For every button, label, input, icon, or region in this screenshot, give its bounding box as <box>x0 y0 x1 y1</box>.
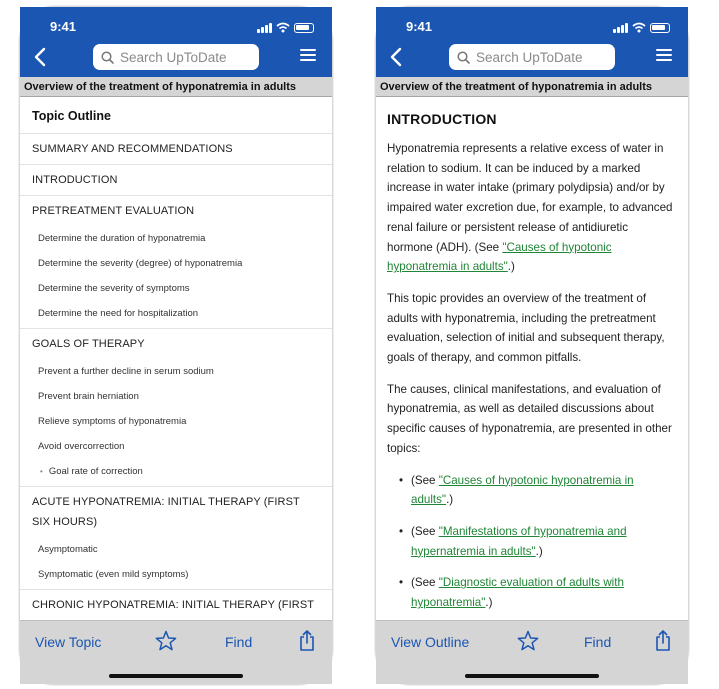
status-bar <box>20 19 332 37</box>
home-indicator <box>465 674 599 678</box>
bullet-prefix: (See <box>411 576 439 590</box>
article-paragraph: The causes, clinical manifestations, and evaluation of hyponatremia, as well as detailed discussions about specific causes of hyponatremia, are presented in other topics: <box>387 382 672 455</box>
status-time: 9:41 <box>50 19 77 34</box>
wifi-icon <box>632 22 646 33</box>
signal-icon <box>257 23 272 33</box>
battery-icon <box>650 23 670 33</box>
outline-subitem[interactable]: Avoid overcorrection <box>38 441 125 452</box>
causes-link[interactable]: "Causes of hypotonic hyponatremia in adults" <box>387 240 612 274</box>
paragraph-text: Hyponatremia represents a relative excess of water in relation to sodium. It can be induced by a marked increase in water intake (primary polydipsia) and/or by impaired water excretion due, for example, to advanced renal failure or persistent release of antidiuretic hormone (ADH). (See <box>387 142 673 254</box>
article-paragraph: This topic provides an overview of the treatment of adults with hyponatremia, including the pretreatment evaluation, selection of initial and subsequent therapy, goals of therapy, and common pitfalls. <box>387 291 665 365</box>
outline-group <box>20 329 332 487</box>
outline-subitem[interactable]: Prevent brain herniation <box>38 391 139 402</box>
list-item <box>387 471 676 510</box>
phone-outline-screen <box>19 6 333 685</box>
status-icons <box>613 22 670 33</box>
outline-heading: Topic Outline <box>20 97 332 134</box>
topic-outline <box>20 97 332 620</box>
related-topic-link[interactable]: "Causes of hypotonic hyponatremia in adults" <box>411 473 634 507</box>
star-icon[interactable] <box>154 629 178 653</box>
outline-subitem[interactable]: Determine the need for hospitalization <box>38 308 199 319</box>
menu-icon[interactable] <box>300 49 316 63</box>
back-chevron-icon[interactable] <box>386 45 408 69</box>
outline-subsubitem[interactable]: • Goal rate of correction <box>20 459 332 484</box>
outline-subitem[interactable]: Prevent a further decline in serum sodium <box>38 366 214 377</box>
back-chevron-icon[interactable] <box>30 45 52 69</box>
status-icons <box>257 22 314 33</box>
search-input[interactable] <box>476 50 606 65</box>
phone-article-screen <box>375 6 689 685</box>
star-icon[interactable] <box>516 629 540 653</box>
view-topic-button[interactable]: View Topic <box>35 634 102 650</box>
search-icon <box>101 51 114 64</box>
outline-section[interactable]: SUMMARY AND RECOMMENDATIONS <box>20 134 332 165</box>
outline-subitem[interactable]: Symptomatic (even mild symptoms) <box>38 569 189 580</box>
home-indicator <box>109 674 243 678</box>
bullet-prefix: (See <box>411 524 439 538</box>
status-time: 9:41 <box>406 19 433 34</box>
list-item <box>387 573 676 612</box>
status-bar <box>376 19 688 37</box>
outline-subitem[interactable]: Determine the severity (degree) of hyponatremia <box>38 258 243 269</box>
outline-section[interactable]: GOALS OF THERAPY <box>32 338 145 350</box>
topic-title: Overview of the treatment of hyponatremia in adults <box>376 77 688 97</box>
paragraph-text: .) <box>507 260 515 274</box>
article-body <box>376 97 688 620</box>
search-input[interactable] <box>120 50 250 65</box>
outline-subitem[interactable]: Asymptomatic <box>38 544 98 555</box>
article-heading: INTRODUCTION <box>387 111 497 127</box>
related-topics-list <box>387 471 676 613</box>
nav-row <box>20 43 332 71</box>
bullet-suffix: .) <box>446 493 454 507</box>
related-topic-link[interactable]: "Manifestations of hyponatremia and hypernatremia in adults" <box>411 524 627 558</box>
find-button[interactable]: Find <box>584 634 612 650</box>
list-item <box>387 522 676 561</box>
signal-icon <box>613 23 628 33</box>
outline-group <box>20 196 332 329</box>
header-bar <box>20 7 332 77</box>
share-icon[interactable] <box>298 629 316 653</box>
outline-subitem[interactable]: Determine the severity of symptoms <box>38 283 190 294</box>
related-topic-link[interactable]: "Diagnostic evaluation of adults with hyponatremia" <box>411 576 624 610</box>
view-outline-button[interactable]: View Outline <box>391 634 470 650</box>
article-paragraph <box>387 139 676 277</box>
outline-subitem[interactable]: Determine the duration of hyponatremia <box>38 233 206 244</box>
wifi-icon <box>276 22 290 33</box>
article <box>376 111 688 613</box>
topic-title: Overview of the treatment of hyponatremia in adults <box>20 77 332 97</box>
share-icon[interactable] <box>654 629 672 653</box>
find-button[interactable]: Find <box>225 634 253 650</box>
nav-row <box>376 43 688 71</box>
search-icon <box>457 51 470 64</box>
outline-section[interactable]: CHRONIC HYPONATREMIA: INITIAL THERAPY (FIRST <box>32 599 314 611</box>
search-field[interactable] <box>449 44 615 70</box>
outline-group <box>20 487 332 590</box>
bullet-suffix: .) <box>535 544 543 558</box>
outline-subitem[interactable]: Relieve symptoms of hyponatremia <box>38 416 187 427</box>
header-bar <box>376 7 688 77</box>
bottom-toolbar <box>20 620 332 684</box>
bottom-toolbar <box>376 620 688 684</box>
outline-section[interactable]: INTRODUCTION <box>20 165 332 196</box>
search-field[interactable] <box>93 44 259 70</box>
menu-icon[interactable] <box>656 49 672 63</box>
battery-icon <box>294 23 314 33</box>
bullet-suffix: .) <box>485 596 493 610</box>
outline-section[interactable]: PRETREATMENT EVALUATION <box>32 205 195 217</box>
outline-section[interactable]: ACUTE HYPONATREMIA: INITIAL THERAPY (FIRST SIX HOURS) <box>32 496 300 528</box>
bullet-prefix: (See <box>411 473 439 487</box>
